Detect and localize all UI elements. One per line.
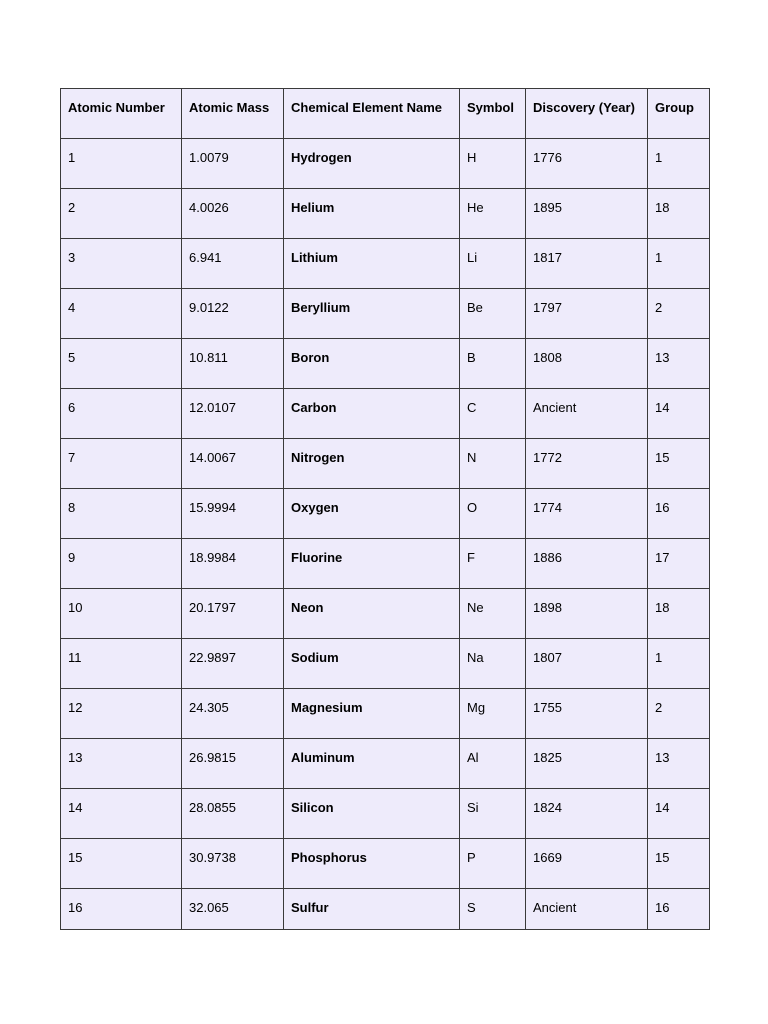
header-atomic-mass: Atomic Mass: [182, 89, 284, 139]
group-cell: 16: [648, 889, 710, 930]
element-name-cell: Phosphorus: [284, 839, 460, 889]
header-group: Group: [648, 89, 710, 139]
table-row: [61, 839, 710, 889]
atomic-mass-cell: 20.1797: [182, 589, 284, 639]
atomic-number-cell: 13: [61, 739, 182, 789]
symbol-cell: Mg: [460, 689, 526, 739]
discovery-year-cell: 1898: [526, 589, 648, 639]
atomic-mass-cell: 28.0855: [182, 789, 284, 839]
table-row: [61, 289, 710, 339]
header-discovery-year: Discovery (Year): [526, 89, 648, 139]
atomic-mass-cell: 12.0107: [182, 389, 284, 439]
discovery-year-cell: 1808: [526, 339, 648, 389]
table-row: [61, 389, 710, 439]
header-symbol: Symbol: [460, 89, 526, 139]
atomic-mass-cell: 26.9815: [182, 739, 284, 789]
table-row: [61, 189, 710, 239]
element-name-cell: Helium: [284, 189, 460, 239]
atomic-number-cell: 11: [61, 639, 182, 689]
table-row: [61, 739, 710, 789]
table-row: [61, 239, 710, 289]
group-cell: 18: [648, 189, 710, 239]
atomic-mass-cell: 18.9984: [182, 539, 284, 589]
symbol-cell: Al: [460, 739, 526, 789]
table-row: [61, 589, 710, 639]
group-cell: 13: [648, 339, 710, 389]
atomic-mass-cell: 9.0122: [182, 289, 284, 339]
atomic-number-cell: 10: [61, 589, 182, 639]
element-name-cell: Nitrogen: [284, 439, 460, 489]
symbol-cell: Na: [460, 639, 526, 689]
atomic-mass-cell: 6.941: [182, 239, 284, 289]
atomic-number-cell: 7: [61, 439, 182, 489]
atomic-mass-cell: 24.305: [182, 689, 284, 739]
symbol-cell: Li: [460, 239, 526, 289]
group-cell: 15: [648, 839, 710, 889]
atomic-mass-cell: 10.811: [182, 339, 284, 389]
header-atomic-number: Atomic Number: [61, 89, 182, 139]
table-row: [61, 439, 710, 489]
discovery-year-cell: 1825: [526, 739, 648, 789]
element-name-cell: Beryllium: [284, 289, 460, 339]
discovery-year-cell: 1776: [526, 139, 648, 189]
symbol-cell: P: [460, 839, 526, 889]
table-row: [61, 689, 710, 739]
table-header-row: [61, 89, 710, 139]
atomic-mass-cell: 15.9994: [182, 489, 284, 539]
group-cell: 14: [648, 789, 710, 839]
symbol-cell: N: [460, 439, 526, 489]
group-cell: 16: [648, 489, 710, 539]
element-name-cell: Oxygen: [284, 489, 460, 539]
element-name-cell: Sulfur: [284, 889, 460, 930]
atomic-mass-cell: 30.9738: [182, 839, 284, 889]
symbol-cell: He: [460, 189, 526, 239]
element-name-cell: Magnesium: [284, 689, 460, 739]
atomic-number-cell: 9: [61, 539, 182, 589]
discovery-year-cell: 1774: [526, 489, 648, 539]
symbol-cell: Si: [460, 789, 526, 839]
group-cell: 15: [648, 439, 710, 489]
atomic-number-cell: 15: [61, 839, 182, 889]
symbol-cell: C: [460, 389, 526, 439]
discovery-year-cell: Ancient: [526, 889, 648, 930]
symbol-cell: F: [460, 539, 526, 589]
element-name-cell: Sodium: [284, 639, 460, 689]
elements-table: [60, 88, 710, 930]
group-cell: 2: [648, 289, 710, 339]
element-name-cell: Silicon: [284, 789, 460, 839]
table-row: [61, 789, 710, 839]
table-body: [61, 139, 710, 930]
atomic-number-cell: 4: [61, 289, 182, 339]
element-name-cell: Neon: [284, 589, 460, 639]
atomic-number-cell: 3: [61, 239, 182, 289]
element-name-cell: Fluorine: [284, 539, 460, 589]
symbol-cell: S: [460, 889, 526, 930]
element-name-cell: Lithium: [284, 239, 460, 289]
table-row: [61, 339, 710, 389]
symbol-cell: Be: [460, 289, 526, 339]
discovery-year-cell: 1669: [526, 839, 648, 889]
symbol-cell: O: [460, 489, 526, 539]
atomic-number-cell: 2: [61, 189, 182, 239]
atomic-mass-cell: 22.9897: [182, 639, 284, 689]
discovery-year-cell: Ancient: [526, 389, 648, 439]
atomic-number-cell: 16: [61, 889, 182, 930]
atomic-mass-cell: 14.0067: [182, 439, 284, 489]
group-cell: 13: [648, 739, 710, 789]
table-row: [61, 539, 710, 589]
atomic-number-cell: 5: [61, 339, 182, 389]
discovery-year-cell: 1895: [526, 189, 648, 239]
element-name-cell: Hydrogen: [284, 139, 460, 189]
header-element-name: Chemical Element Name: [284, 89, 460, 139]
discovery-year-cell: 1886: [526, 539, 648, 589]
group-cell: 1: [648, 139, 710, 189]
atomic-mass-cell: 1.0079: [182, 139, 284, 189]
symbol-cell: H: [460, 139, 526, 189]
table-row: [61, 639, 710, 689]
group-cell: 1: [648, 639, 710, 689]
table-row: [61, 139, 710, 189]
group-cell: 17: [648, 539, 710, 589]
table-row: [61, 489, 710, 539]
group-cell: 14: [648, 389, 710, 439]
atomic-number-cell: 8: [61, 489, 182, 539]
group-cell: 18: [648, 589, 710, 639]
group-cell: 1: [648, 239, 710, 289]
atomic-mass-cell: 32.065: [182, 889, 284, 930]
group-cell: 2: [648, 689, 710, 739]
discovery-year-cell: 1755: [526, 689, 648, 739]
atomic-number-cell: 6: [61, 389, 182, 439]
discovery-year-cell: 1824: [526, 789, 648, 839]
discovery-year-cell: 1797: [526, 289, 648, 339]
atomic-mass-cell: 4.0026: [182, 189, 284, 239]
atomic-number-cell: 14: [61, 789, 182, 839]
table-row: [61, 889, 710, 930]
symbol-cell: Ne: [460, 589, 526, 639]
element-name-cell: Boron: [284, 339, 460, 389]
element-name-cell: Carbon: [284, 389, 460, 439]
symbol-cell: B: [460, 339, 526, 389]
element-name-cell: Aluminum: [284, 739, 460, 789]
discovery-year-cell: 1817: [526, 239, 648, 289]
discovery-year-cell: 1807: [526, 639, 648, 689]
atomic-number-cell: 12: [61, 689, 182, 739]
discovery-year-cell: 1772: [526, 439, 648, 489]
atomic-number-cell: 1: [61, 139, 182, 189]
